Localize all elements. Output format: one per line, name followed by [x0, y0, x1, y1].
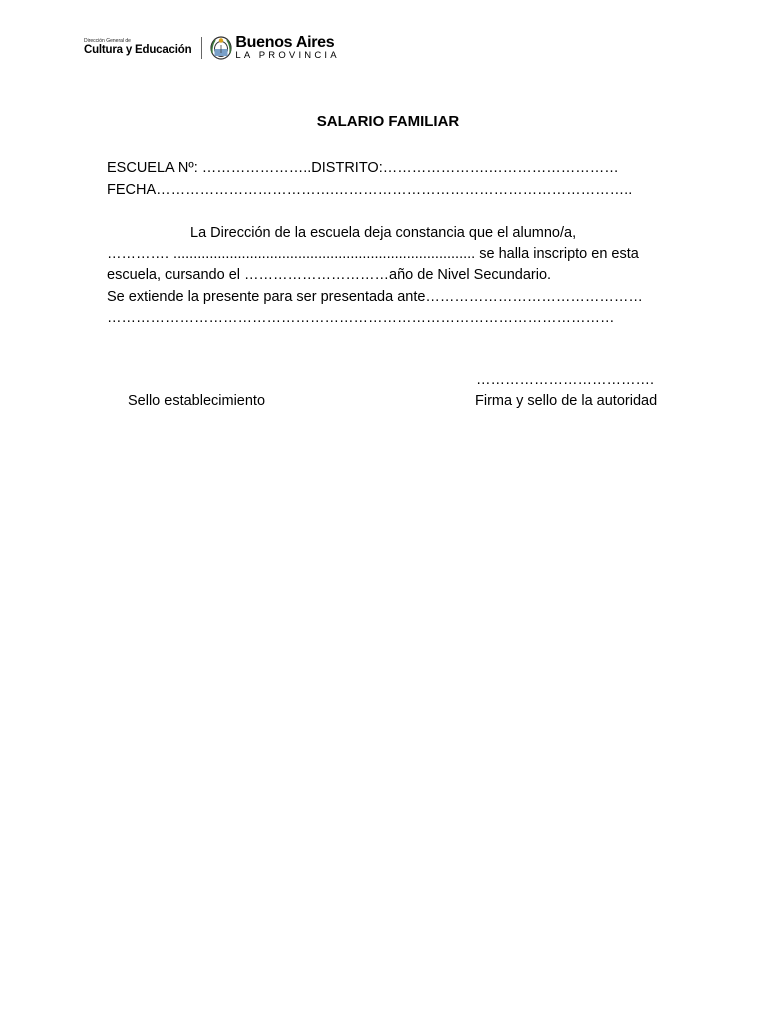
signature-line: ………………………………. [476, 372, 655, 388]
province-subtitle: LA PROVINCIA [235, 50, 340, 61]
province-name: Buenos Aires [235, 34, 335, 51]
escuela-distrito-line: ESCUELA Nº: …………………..DISTRITO:………………….……………………… [107, 160, 619, 176]
intro-paragraph: La Dirección de la escuela deja constancia que el alumno/a, [190, 225, 577, 241]
document-title: SALARIO FAMILIAR [316, 113, 460, 130]
alumno-line: …………. ........................................................................... se halla inscripto en esta [107, 246, 639, 262]
ministry-name: Cultura y Educación [84, 44, 192, 56]
fecha-line: FECHA……………………………….…………………………………………………….. [107, 182, 633, 198]
province-logo [235, 35, 339, 61]
ministry-logo [84, 39, 191, 57]
cursando-line: escuela, cursando el …………………………año de Nivel Secundario. [107, 267, 552, 283]
logo-divider [201, 37, 202, 59]
firma-label: Firma y sello de la autoridad [475, 393, 658, 409]
province-shield-icon [210, 36, 232, 60]
ministry-small-text: Dirección General de [84, 38, 131, 44]
continuation-dots-line: …………………………………………………………………………………………… [107, 310, 615, 326]
extiende-line: Se extiende la presente para ser presentada ante……………………………………… [107, 289, 643, 305]
sello-label: Sello establecimiento [128, 393, 266, 409]
letterhead [84, 35, 340, 61]
